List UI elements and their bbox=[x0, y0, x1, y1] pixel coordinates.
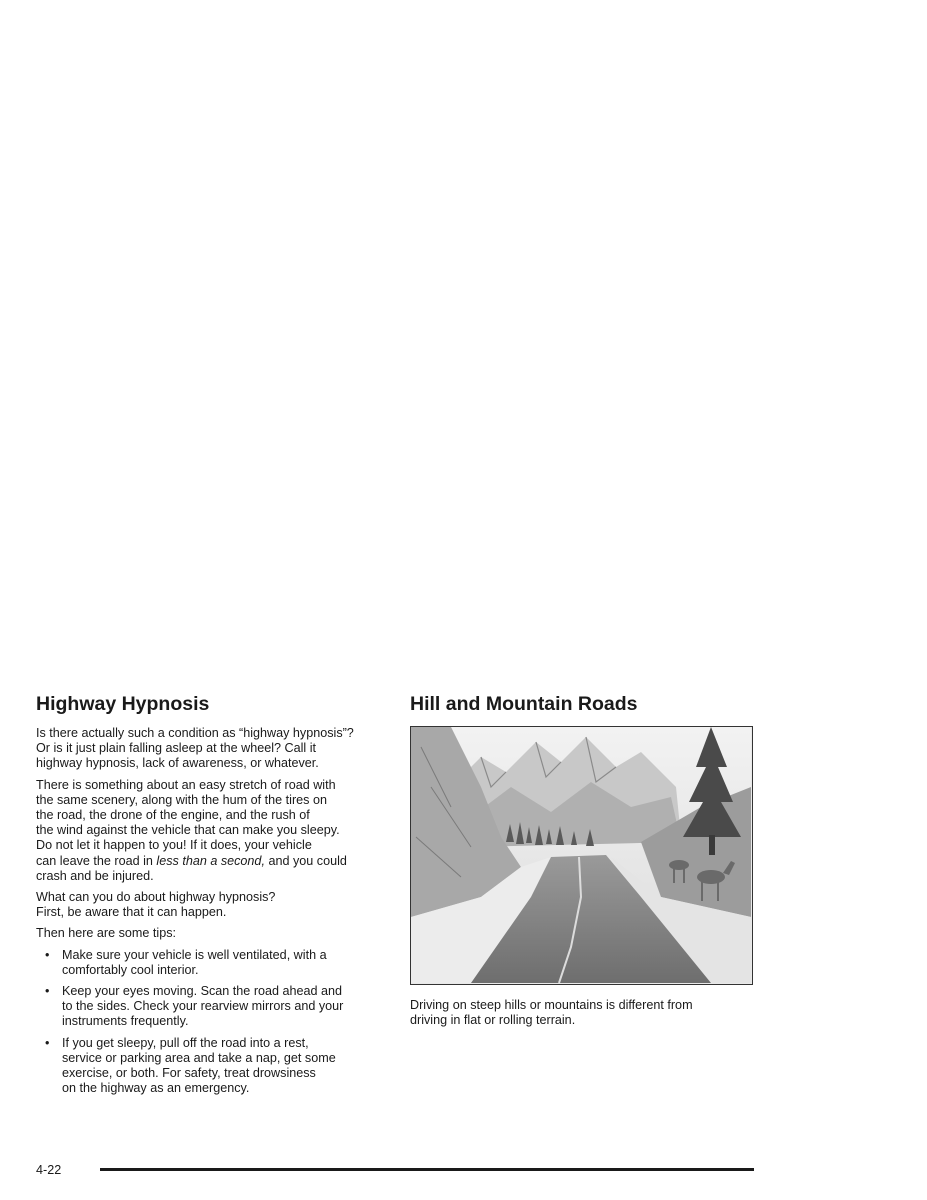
right-column bbox=[410, 692, 755, 1034]
paragraph-intro bbox=[36, 726, 386, 772]
text-line: the road, the drone of the engine, and the rush of bbox=[36, 808, 310, 823]
section-heading-hill-mountain-roads: Hill and Mountain Roads bbox=[410, 693, 638, 715]
tips-list bbox=[36, 948, 386, 1097]
paragraph-tips-intro: Then here are some tips: bbox=[36, 926, 177, 941]
text-line: service or parking area and take a nap, get some bbox=[62, 1050, 336, 1065]
text-line: Is there actually such a condition as “highway hypnosis”? bbox=[36, 726, 354, 740]
list-item bbox=[36, 948, 386, 978]
figure-caption bbox=[410, 998, 755, 1028]
text-line: instruments frequently. bbox=[62, 1014, 189, 1029]
footer-divider bbox=[100, 1168, 754, 1171]
text-line: Keep your eyes moving. Scan the road ahead and bbox=[62, 984, 343, 999]
bullet-icon: • bbox=[45, 984, 50, 999]
text-line: on the highway as an emergency. bbox=[62, 1081, 250, 1096]
text-line: Make sure your vehicle is well ventilated, with a bbox=[62, 947, 327, 962]
text-line: What can you do about highway hypnosis? bbox=[36, 890, 276, 905]
section-heading-highway-hypnosis: Highway Hypnosis bbox=[36, 693, 210, 715]
text-line: crash and be injured. bbox=[36, 868, 154, 883]
text-line: First, be aware that it can happen. bbox=[36, 905, 227, 920]
text-line bbox=[36, 854, 386, 869]
text-fragment: can leave the road in bbox=[36, 853, 157, 868]
text-line: the same scenery, along with the hum of the tires on bbox=[36, 792, 327, 807]
text-line: Or is it just plain falling asleep at the wheel? Call it bbox=[36, 741, 317, 756]
left-column bbox=[36, 692, 386, 1102]
text-line: comfortably cool interior. bbox=[62, 962, 199, 977]
text-fragment: and you could bbox=[264, 853, 347, 868]
list-item bbox=[36, 984, 386, 1030]
text-line: Driving on steep hills or mountains is different from bbox=[410, 998, 693, 1012]
text-line: exercise, or both. For safety, treat drowsiness bbox=[62, 1066, 316, 1081]
text-line: Do not let it happen to you! If it does, your vehicle bbox=[36, 838, 312, 853]
bullet-icon: • bbox=[45, 947, 50, 962]
mountain-road-illustration bbox=[410, 726, 753, 985]
text-line: highway hypnosis, lack of awareness, or whatever. bbox=[36, 756, 319, 771]
list-item bbox=[36, 1036, 386, 1097]
text-line: There is something about an easy stretch of road with bbox=[36, 777, 336, 792]
text-line: the wind against the vehicle that can make you sleepy. bbox=[36, 823, 340, 838]
text-line: driving in flat or rolling terrain. bbox=[410, 1013, 576, 1028]
paragraph-scenery bbox=[36, 778, 386, 884]
text-line: If you get sleepy, pull off the road into a rest, bbox=[62, 1035, 309, 1050]
paragraph-what-can-you-do bbox=[36, 890, 386, 920]
page-number: 4-22 bbox=[36, 1163, 62, 1177]
text-line: to the sides. Check your rearview mirrors and your bbox=[62, 999, 344, 1014]
bullet-icon: • bbox=[45, 1035, 50, 1050]
emphasis-text: less than a second, bbox=[156, 853, 265, 868]
